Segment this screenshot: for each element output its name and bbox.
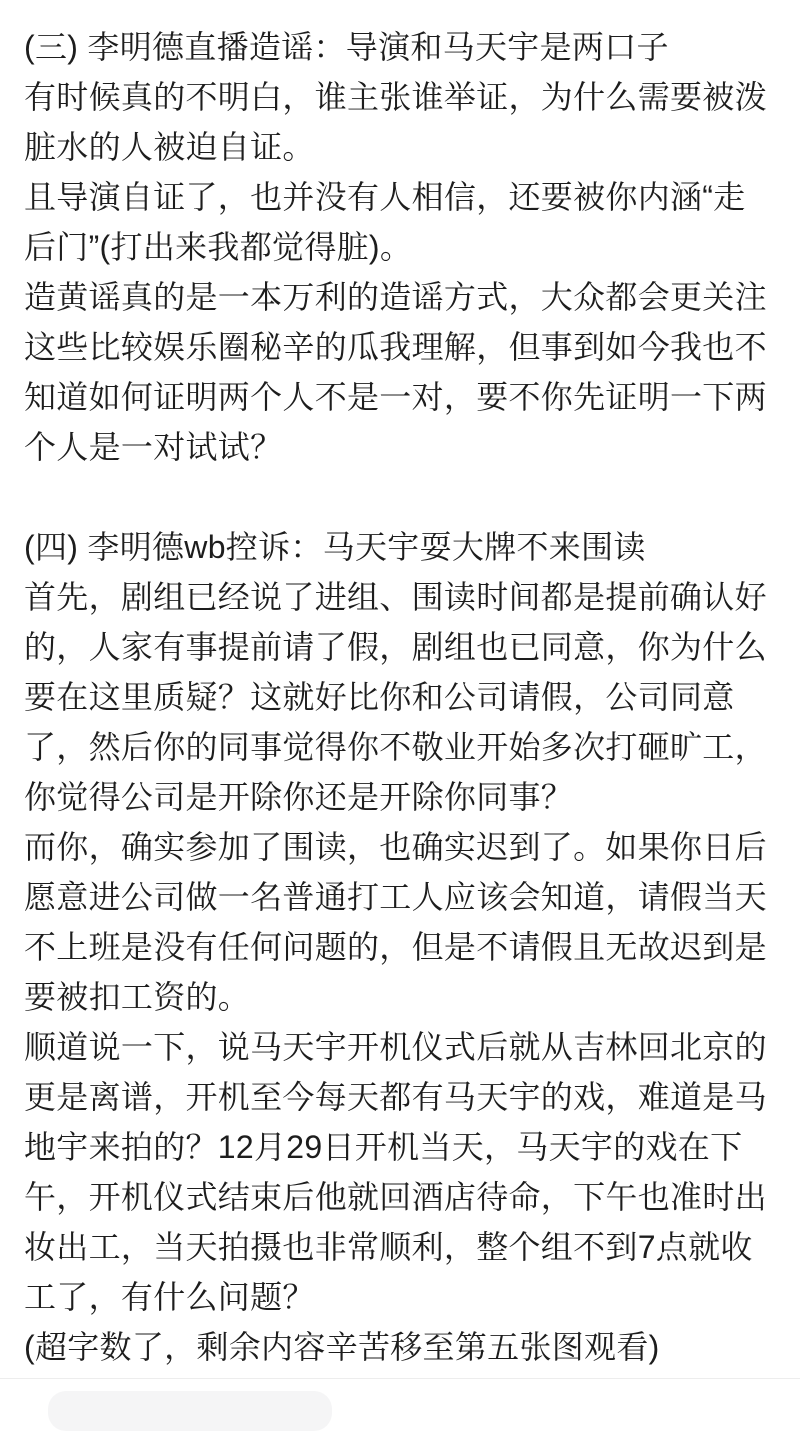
text-line: 后门”(打出来我都觉得脏)。	[24, 229, 413, 265]
text-line: 要被扣工资的。	[24, 979, 251, 1015]
text-line: 而你，确实参加了围读，也确实迟到了。如果你日后	[24, 829, 767, 865]
text-line: 个人是一对试试？	[24, 429, 283, 465]
text-line: 不上班是没有任何问题的，但是不请假且无故迟到是	[24, 929, 767, 965]
section-heading: (四) 李明德wb控诉：马天宇耍大牌不来围读	[24, 529, 646, 565]
text-line: 要在这里质疑？这就好比你和公司请假，公司同意	[24, 679, 735, 715]
overflow-note-line: (超字数了，剩余内容辛苦移至第五张图观看)	[24, 1329, 660, 1365]
section-heading: (三) 李明德直播造谣：导演和马天宇是两口子	[24, 29, 669, 65]
text-line: 妆出工，当天拍摄也非常顺利，整个组不到7点就收	[24, 1229, 753, 1265]
post-section-3	[24, 22, 780, 472]
text-line: 且导演自证了，也并没有人相信，还要被你内涵“走	[24, 179, 746, 215]
text-line: 了，然后你的同事觉得你不敬业开始多次打砸旷工，	[24, 729, 767, 765]
text-line: 你觉得公司是开除你还是开除你同事？	[24, 779, 574, 815]
text-line: 知道如何证明两个人不是一对，要不你先证明一下两	[24, 379, 767, 415]
text-line: 有时候真的不明白，谁主张谁举证，为什么需要被泼	[24, 79, 767, 115]
post-section-4	[24, 522, 780, 1372]
text-line: 造黄谣真的是一本万利的造谣方式，大众都会更关注	[24, 279, 767, 315]
divider	[0, 1378, 800, 1379]
text-line: 愿意进公司做一名普通打工人应该会知道，请假当天	[24, 879, 767, 915]
comment-input-bubble[interactable]	[48, 1391, 332, 1431]
text-line: 午，开机仪式结束后他就回酒店待命，下午也准时出	[24, 1179, 767, 1215]
text-line: 首先，剧组已经说了进组、围读时间都是提前确认好	[24, 579, 767, 615]
text-line: 顺道说一下，说马天宇开机仪式后就从吉林回北京的	[24, 1029, 767, 1065]
text-line: 工了，有什么问题？	[24, 1279, 315, 1315]
text-line: 的，人家有事提前请了假，剧组也已同意，你为什么	[24, 629, 767, 665]
text-line: 这些比较娱乐圈秘辛的瓜我理解，但事到如今我也不	[24, 329, 767, 365]
text-line: 更是离谱，开机至今每天都有马天宇的戏，难道是马	[24, 1079, 767, 1115]
text-line: 脏水的人被迫自证。	[24, 129, 315, 165]
text-line: 地宇来拍的？12月29日开机当天，马天宇的戏在下	[24, 1129, 743, 1165]
